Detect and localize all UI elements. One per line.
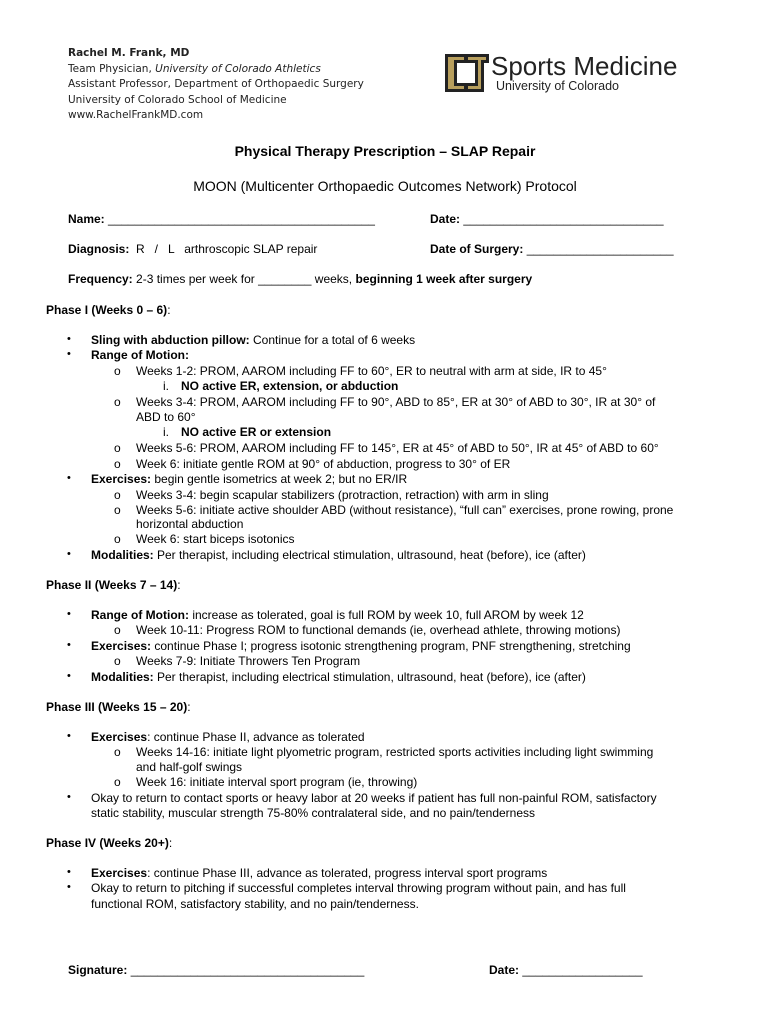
cu-monogram-icon [443,50,491,96]
bullet-icon: • [67,730,71,742]
sub-bullet-icon: o [114,745,121,759]
phase2-heading: Phase II (Weeks 7 – 14): [46,578,181,592]
diagnosis-field[interactable]: Diagnosis: R / L arthroscopic SLAP repair [68,242,318,256]
phase2-exercises: Exercises: continue Phase I; progress isotonic strengthening program, PNF strengthening, stretching [91,639,631,653]
sub-bullet-icon: o [114,364,121,378]
bullet-icon: • [67,670,71,682]
bullet-icon: • [67,348,71,360]
footer-date-field[interactable]: Date: __________________ [489,963,643,977]
physician-website[interactable]: www.RachelFrankMD.com [68,109,204,121]
sports-medicine-logo [443,50,703,98]
bullet-icon: • [67,548,71,560]
phase1-ex-w34: Weeks 3-4: begin scapular stabilizers (protraction, retraction) with arm in sling [136,488,549,502]
sub-bullet-icon: o [114,775,121,789]
roman-numeral: i. [163,379,169,393]
phase1-rom-label: Range of Motion: [91,348,189,362]
phase4-exercises: Exercises: continue Phase III, advance as tolerated, progress interval sport programs [91,866,548,880]
bullet-icon: • [67,472,71,484]
name-field[interactable]: Name: ________________________________________ [68,212,375,226]
document-subtitle: MOON (Multicenter Orthopaedic Outcomes Network) Protocol [193,178,577,194]
sub-bullet-icon: o [114,488,121,502]
phase2-ex-w79: Weeks 7-9: Initiate Throwers Ten Program [136,654,361,668]
signature-field[interactable]: Signature: ___________________________________ [68,963,365,977]
logo-subtitle: University of Colorado [496,79,619,93]
phase1-rom-w6: Week 6: initiate gentle ROM at 90° of abduction, progress to 30° of ER [136,457,511,471]
bullet-icon: • [67,639,71,651]
phase1-rom-w56: Weeks 5-6: PROM, AAROM including FF to 145°, ER at 45° of ABD to 50°, IR at 45° of ABD to 60° [136,441,659,455]
sub-bullet-icon: o [114,441,121,455]
physician-school: University of Colorado School of Medicine [68,93,287,106]
physician-position: Assistant Professor, Department of Orthopaedic Surgery [68,78,364,90]
frequency-field[interactable]: Frequency: 2-3 times per week for ________ weeks, beginning 1 week after surgery [68,272,533,286]
physician-header [68,46,364,124]
sub-bullet-icon: o [114,503,121,517]
phase1-ex-w56-line2: horizontal abduction [136,517,244,531]
bullet-icon: • [67,608,71,620]
bullet-icon: • [67,866,71,878]
physician-role: Team Physician, University of Colorado Athletics [68,62,321,75]
phase3-return-line1: Okay to return to contact sports or heavy labor at 20 weeks if patient has full non-painful ROM, satisfactory [91,791,657,805]
phase4-pitch-line2: functional ROM, satisfactory stability, and no pain/tenderness. [91,897,419,911]
phase1-rom-w34-line1: Weeks 3-4: PROM, AAROM including FF to 90°, ABD to 85°, ER at 30° of ABD to 30°, IR at 30° of [136,395,656,409]
phase2-modalities: Modalities: Per therapist, including electrical stimulation, ultrasound, heat (before), ice (after) [91,670,586,684]
date-field[interactable]: Date: ______________________________ [430,212,664,226]
phase1-ex-w6: Week 6: start biceps isotonics [136,532,295,546]
phase2-rom-w1011: Week 10-11: Progress ROM to functional demands (ie, overhead athlete, throwing motions) [136,623,621,637]
document-title: Physical Therapy Prescription – SLAP Repair [234,143,536,159]
surgery-date-field[interactable]: Date of Surgery: ______________________ [430,242,674,256]
sub-bullet-icon: o [114,623,121,637]
phase1-exercises: Exercises: begin gentle isometrics at week 2; but no ER/IR [91,472,408,486]
phase1-rom-w12-note: NO active ER, extension, or abduction [181,379,399,393]
phase1-rom-w34-note: NO active ER or extension [181,425,332,439]
phase3-return-line2: static stability, muscular strength 75-80% contralateral side, and no pain/tenderness [91,806,536,820]
phase1-ex-w56-line1: Weeks 5-6: initiate active shoulder ABD (without resistance), “full can” exercises, prone rowing, prone [136,503,674,517]
phase3-heading: Phase III (Weeks 15 – 20): [46,700,191,714]
bullet-icon: • [67,881,71,893]
sub-bullet-icon: o [114,532,121,546]
phase3-ex-w16: Week 16: initiate interval sport program (ie, throwing) [136,775,418,789]
bullet-icon: • [67,791,71,803]
bullet-icon: • [67,333,71,345]
logo-title: Sports Medicine [491,51,678,81]
phase3-exercises: Exercises: continue Phase II, advance as tolerated [91,730,365,744]
phase4-pitch-line1: Okay to return to pitching if successful completes interval throwing program without pain, and has full [91,881,626,895]
phase1-rom-w34-line2: ABD to 60° [136,410,196,424]
phase1-rom-w12: Weeks 1-2: PROM, AAROM including FF to 60°, ER to neutral with arm at side, IR to 45° [136,364,607,378]
phase1-sling: Sling with abduction pillow: Continue for a total of 6 weeks [91,333,416,347]
physician-name: Rachel M. Frank, MD [68,47,190,59]
phase2-rom: Range of Motion: increase as tolerated, goal is full ROM by week 10, full AROM by week 12 [91,608,584,622]
phase3-ex-w1416-line1: Weeks 14-16: initiate light plyometric program, restricted sports activities including light swimming [136,745,654,759]
phase4-heading: Phase IV (Weeks 20+): [46,836,173,850]
phase1-heading: Phase I (Weeks 0 – 6): [46,303,171,317]
sub-bullet-icon: o [114,395,121,409]
phase3-ex-w1416-line2: and half-golf swings [136,760,243,774]
phase1-modalities: Modalities: Per therapist, including electrical stimulation, ultrasound, heat (before), ice (after) [91,548,586,562]
sub-bullet-icon: o [114,654,121,668]
roman-numeral: i. [163,425,169,439]
sub-bullet-icon: o [114,457,121,471]
